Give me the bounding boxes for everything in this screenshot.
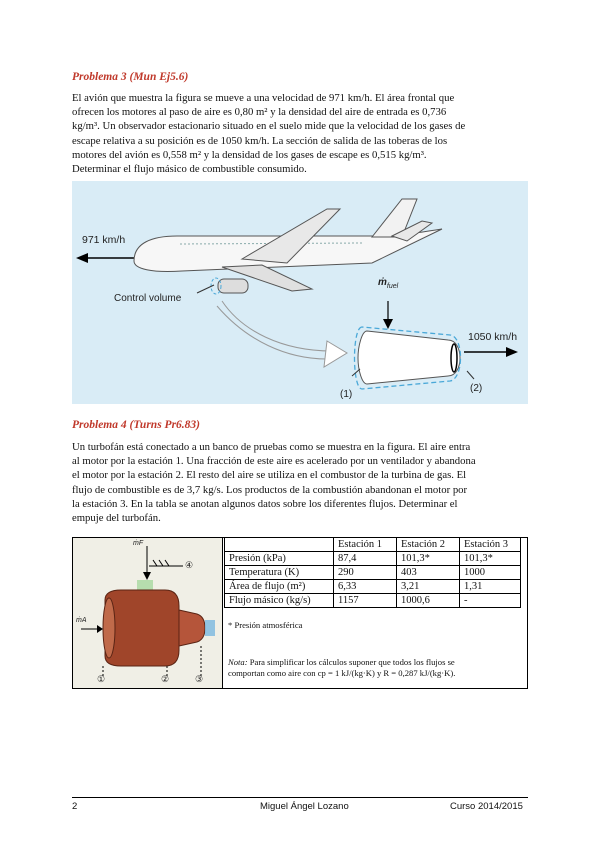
mf-label: ṁF (133, 540, 144, 547)
station-2-marker: ② (161, 674, 170, 684)
table-cell: 1,31 (460, 580, 521, 594)
problem4-text (72, 440, 528, 525)
stations-table (224, 537, 521, 608)
problem4-line: flujo de combustible es de 3,7 kg/s. Los productos de la combustión abandonan el motor por (72, 483, 468, 496)
table-cell: 3,21 (397, 580, 460, 594)
problem3-text (72, 91, 528, 176)
ma-label: ṁA (76, 617, 87, 624)
station-3-marker: ③ (195, 674, 204, 684)
table-cell: - (460, 594, 521, 608)
station-1-label: (1) (340, 389, 353, 400)
problem4-line: empuje del turbofán. (72, 512, 161, 525)
problem3-line: kg/m³. Un observador estacionario situado en el suelo mide que la velocidad de los gases de (72, 120, 466, 133)
calc-note (228, 657, 455, 679)
station-4-marker: ④ (185, 560, 194, 570)
table-header-cell: Estación 2 (397, 538, 460, 552)
problem3-line: El avión que muestra la figura se mueve a una velocidad de 971 km/h. El área frontal que (72, 92, 455, 104)
table-cell: 403 (397, 566, 460, 580)
speed-in-label: 971 km/h (82, 234, 126, 246)
problem3-line: escape relativa a su posición es de 1050 km/h. La sección de salida de las toberas de los (72, 134, 448, 147)
page-number: 2 (72, 801, 78, 812)
problem4-line: al motor por la estación 1. Una fracción de este aire es acelerado por un ventilador y abandona (72, 455, 476, 468)
table-row (225, 552, 521, 566)
station-2-label: (2) (470, 383, 483, 394)
fuel-subscript: fuel (386, 283, 399, 290)
table-cell: Temperatura (K) (225, 566, 334, 580)
problem3-title: Problema 3 (Mun Ej5.6) (72, 71, 189, 83)
note-line-1 (228, 657, 455, 668)
table-cell: 1000,6 (397, 594, 460, 608)
problem4-line: el motor por la estación 2. El resto del aire se utiliza en el combustor de la turbina de gas. El (72, 469, 467, 482)
footer-divider (72, 797, 528, 798)
table-header-cell (225, 538, 334, 552)
airplane-figure (72, 181, 528, 404)
table-cell: Presión (kPa) (225, 552, 334, 566)
table-cell: 6,33 (334, 580, 397, 594)
problem4-line: la estación 3. En la tabla se anotan algunos datos sobre los diferentes flujos. Determinar el (72, 497, 458, 510)
station-1-marker: ① (97, 674, 106, 684)
table-cell: 1000 (460, 566, 521, 580)
table-cell: Área de flujo (m²) (225, 580, 334, 594)
note-label: Nota: (228, 657, 248, 667)
fuel-symbol: ṁ (378, 277, 387, 288)
problem3-line: motores del avión es 0,558 m² y la densidad de los gases de escape es 0,515 kg/m³. (72, 148, 427, 161)
table-cell: Flujo másico (kg/s) (225, 594, 334, 608)
table-cell: 290 (334, 566, 397, 580)
table-header-cell: Estación 3 (460, 538, 521, 552)
table-row (225, 566, 521, 580)
table-cell: 1157 (334, 594, 397, 608)
table-cell: 101,3* (397, 552, 460, 566)
table-header-row (225, 538, 521, 552)
table-cell: 87,4 (334, 552, 397, 566)
table-row (225, 594, 521, 608)
speed-out-label: 1050 km/h (468, 331, 518, 343)
footnote: * Presión atmosférica (228, 620, 303, 630)
fuel-label (378, 277, 398, 290)
problem3-line: ofrecen los motores al paso de aire es 0,80 m² y la densidad del aire de entrada es 0,736 (72, 106, 447, 119)
footer-course: Curso 2014/2015 (450, 801, 523, 812)
problem4-line: Un turbofán está conectado a un banco de pruebas como se muestra en la figura. El aire entra (72, 441, 471, 453)
table-header-cell: Estación 1 (334, 538, 397, 552)
control-volume-label: Control volume (114, 293, 182, 304)
problem4-title: Problema 4 (Turns Pr6.83) (72, 419, 200, 431)
table-row (225, 580, 521, 594)
table-cell: 101,3* (460, 552, 521, 566)
note-line-2: comportan como aire con cp = 1 kJ/(kg·K) y R = 0,287 kJ/(kg·K). (228, 668, 456, 678)
turbofan-figure (73, 538, 223, 688)
turbofan-drawing (73, 538, 222, 688)
problem3-line: Determinar el flujo másico de combustible consumido. (72, 163, 307, 176)
footer-author: Miguel Ángel Lozano (260, 801, 349, 812)
note-text-1: Para simplificar los cálculos suponer que todos los flujos se (247, 657, 455, 667)
